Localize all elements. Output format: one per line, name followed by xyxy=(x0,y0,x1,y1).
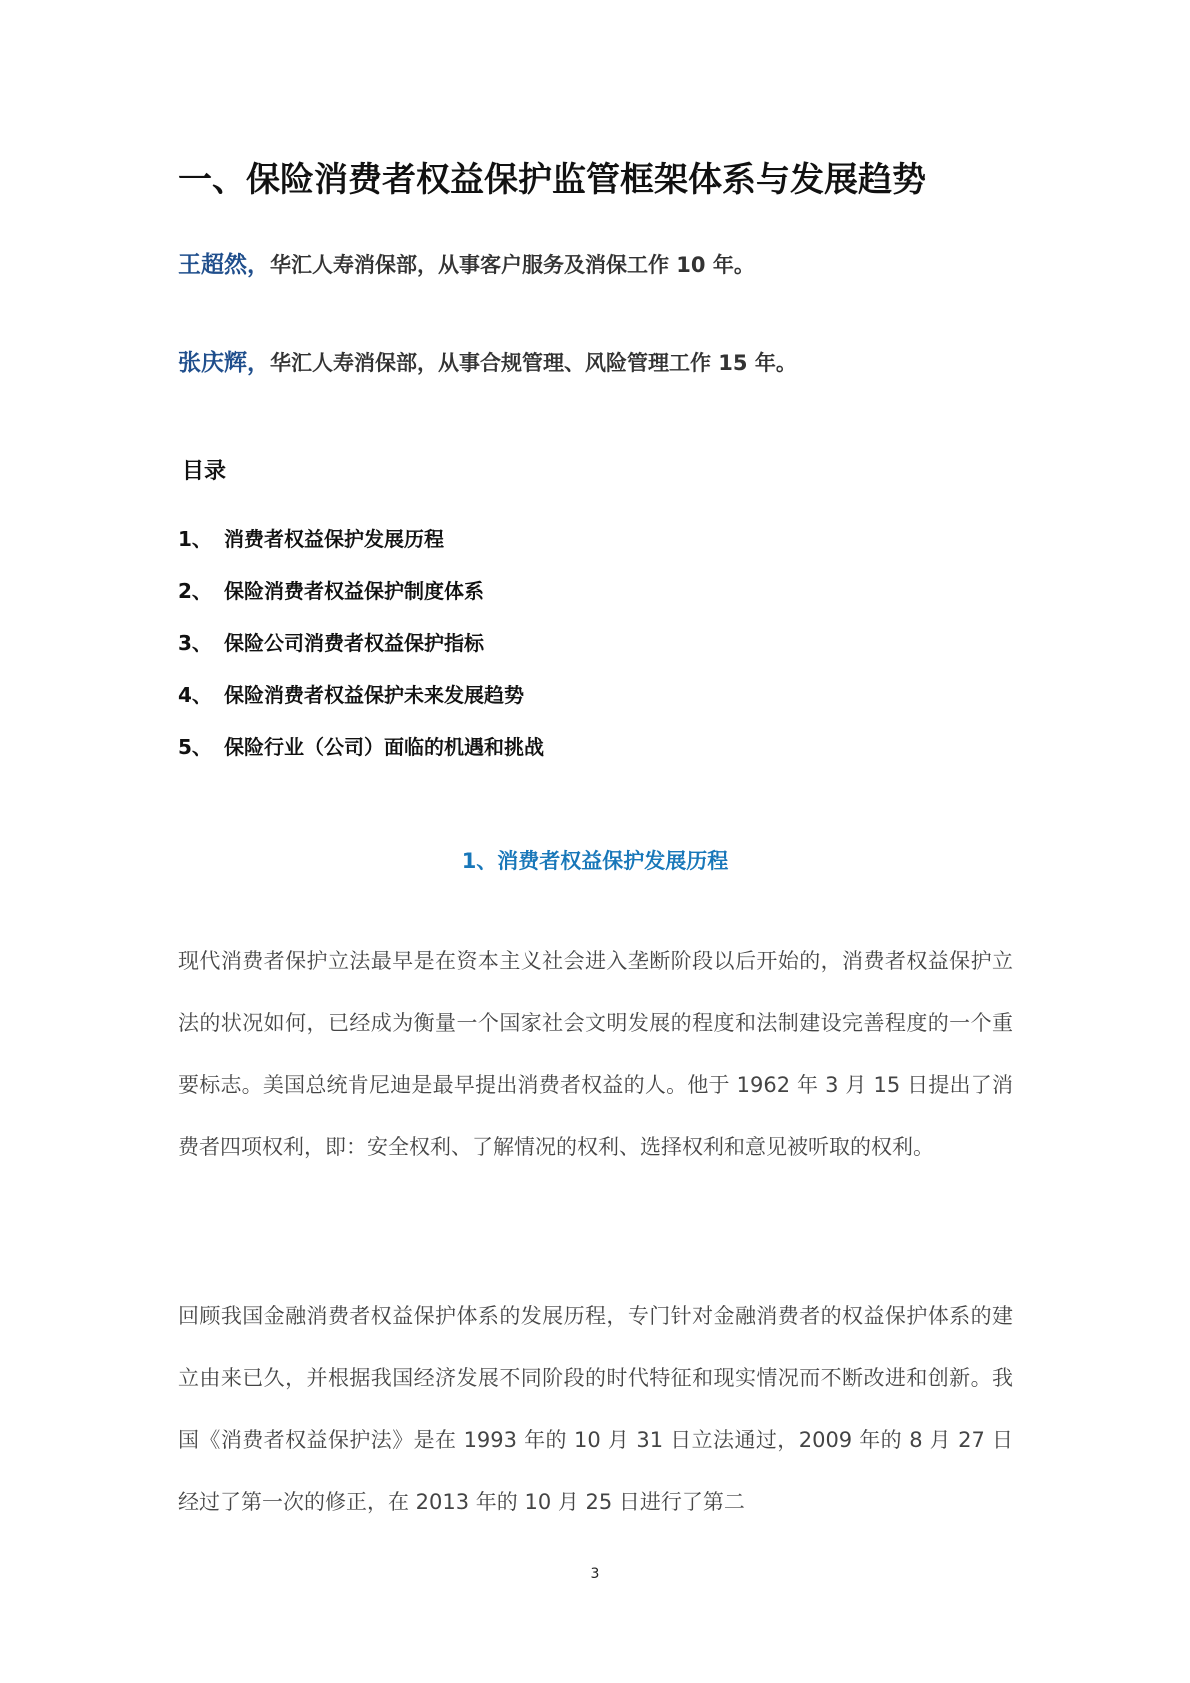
table-of-contents xyxy=(178,523,544,783)
toc-item-number: 4、 xyxy=(178,683,212,707)
toc-item-label: 消费者权益保护发展历程 xyxy=(224,527,444,551)
toc-item-number: 5、 xyxy=(178,735,212,759)
toc-item xyxy=(178,627,544,679)
page-number: 3 xyxy=(590,1566,600,1582)
author-description: 华汇人寿消保部，从事客户服务及消保工作 10 年。 xyxy=(270,253,755,277)
author-name: 张庆辉， xyxy=(178,350,270,376)
toc-item xyxy=(178,575,544,627)
author-description: 华汇人寿消保部，从事合规管理、风险管理工作 15 年。 xyxy=(270,351,797,375)
toc-title: 目录 xyxy=(182,459,227,484)
toc-item-label: 保险公司消费者权益保护指标 xyxy=(224,631,484,655)
toc-item xyxy=(178,523,544,575)
toc-item xyxy=(178,679,544,731)
author-line-2 xyxy=(178,344,1058,377)
toc-item-number: 2、 xyxy=(178,579,212,603)
toc-item xyxy=(178,731,544,783)
author-line-1 xyxy=(178,246,1058,279)
body-paragraph: 现代消费者保护立法最早是在资本主义社会进入垄断阶段以后开始的，消费者权益保护立法的状况如何，已经成为衡量一个国家社会文明发展的程度和法制建设完善程度的一个重要标志。美国总统肯尼迪是最早提出消费者权益的人。他于 1962 年 3 月 15 日提出了消费者四项权利，即：安全权利、了解情况的权利、选择权利和意见被听取的权利。 xyxy=(178,949,1013,1159)
toc-item-number: 1、 xyxy=(178,527,212,551)
page-title: 一、保险消费者权益保护监管框架体系与发展趋势 xyxy=(178,160,926,200)
toc-item-label: 保险消费者权益保护未来发展趋势 xyxy=(224,683,524,707)
toc-item-number: 3、 xyxy=(178,631,212,655)
section-heading: 1、消费者权益保护发展历程 xyxy=(461,849,729,873)
body-paragraph: 回顾我国金融消费者权益保护体系的发展历程，专门针对金融消费者的权益保护体系的建立由来已久，并根据我国经济发展不同阶段的时代特征和现实情况而不断改进和创新。我国《消费者权益保护法》是在 1993 年的 10 月 31 日立法通过，2009 年的 8 月 27 日经过了第一次的修正，在 2013 年的 10 月 25 日进行了第二 xyxy=(178,1304,1013,1514)
toc-item-label: 保险行业（公司）面临的机遇和挑战 xyxy=(224,735,544,759)
author-name: 王超然， xyxy=(178,252,270,278)
toc-item-label: 保险消费者权益保护制度体系 xyxy=(224,579,484,603)
